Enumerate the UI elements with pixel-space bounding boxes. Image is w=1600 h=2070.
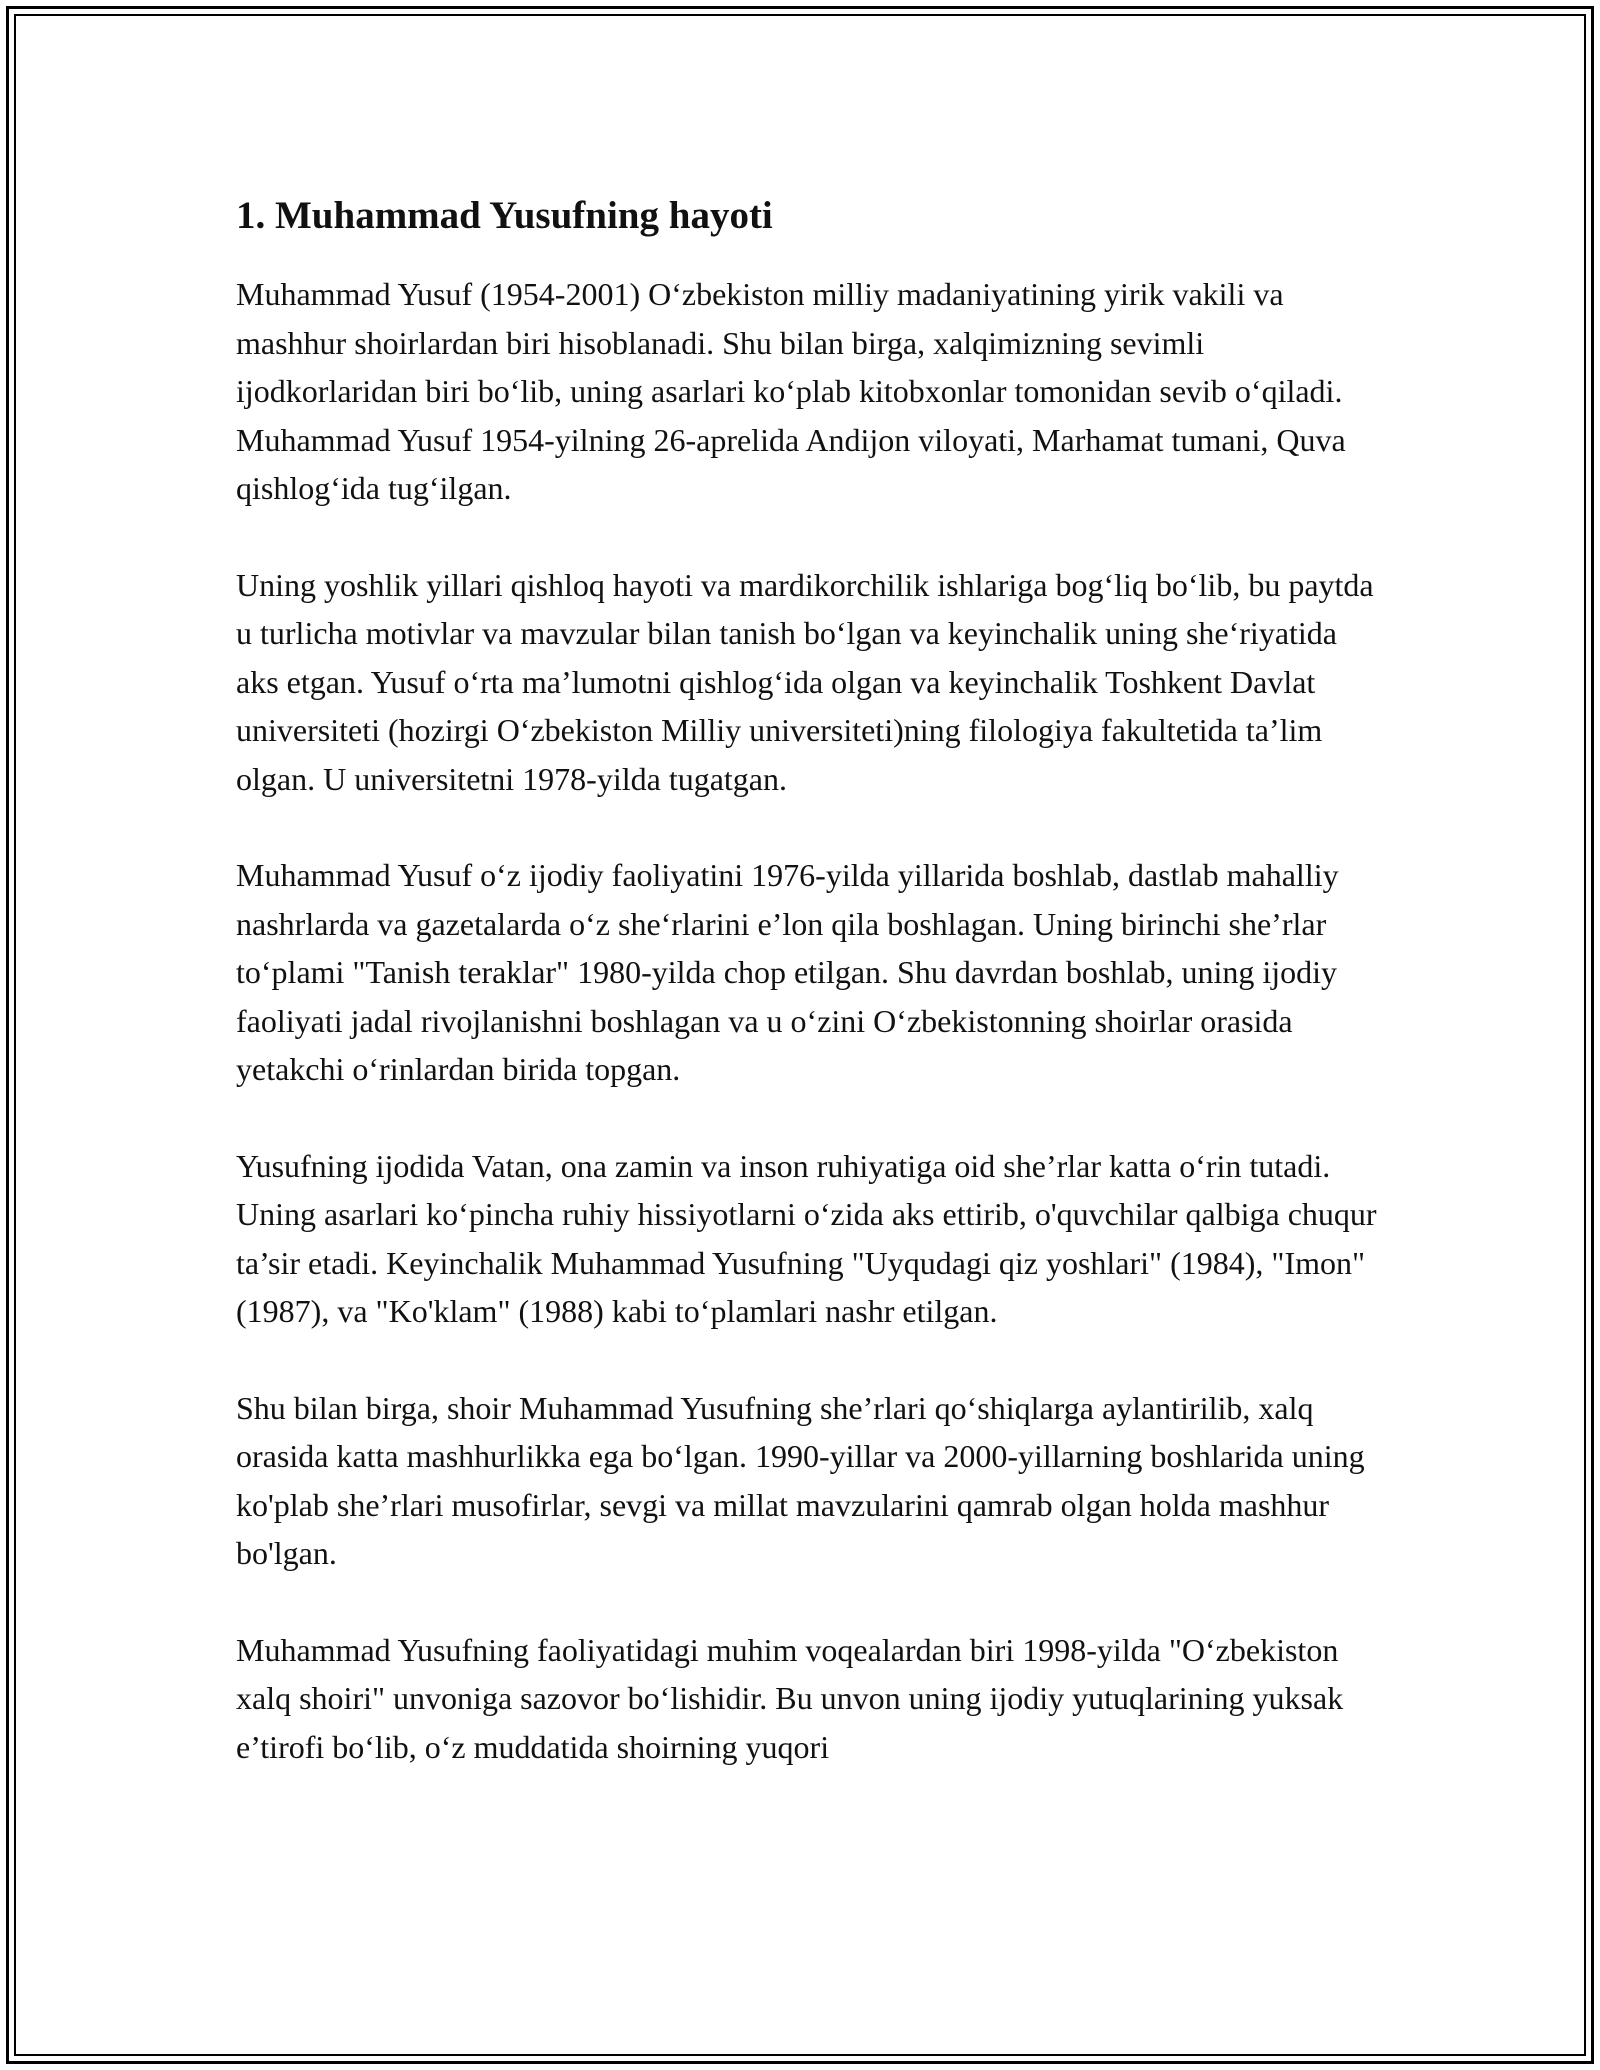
section-heading: 1. Muhammad Yusufning hayoti (236, 194, 773, 237)
paragraph-1: Muhammad Yusuf (1954-2001) O‘zbekiston milliy madaniyatining yirik vakili va mashhur shoirlardan biri hisoblanadi. Shu bilan birga, xalqimizning sevimli ijodkorlaridan biri bo‘lib, uning asarlari ko‘plab kitobxonlar tomonidan sevib o‘qiladi. Muhammad Yusuf 1954-yilning 26-aprelida Andijon viloyati, Marhamat tumani, Quva qishlog‘ida tug‘ilgan. (236, 276, 1346, 506)
paragraph-3: Muhammad Yusuf o‘z ijodiy faoliyatini 1976-yilda yillarida boshlab, dastlab mahalliy nashrlarda va gazetalarda o‘z she‘rlarini e’lon qila boshlagan. Uning birinchi she’rlar to‘plami "Tanish teraklar" 1980-yilda chop etilgan. Shu davrdan boshlab, uning ijodiy faoliyati jadal rivojlanishni boshlagan va u o‘zini O‘zbekistonning shoirlar orasida yetakchi o‘rinlardan birida topgan. (236, 857, 1339, 1087)
document-body (236, 188, 1386, 1819)
paragraph-4: Yusufning ijodida Vatan, ona zamin va inson ruhiyatiga oid she’rlar katta o‘rin tutadi. Uning asarlari ko‘pincha ruhiy hissiyotlarni o‘zida aks ettirib, o'quvchilar qalbiga chuqur ta’sir etadi. Keyinchalik Muhammad Yusufning "Uyqudagi qiz yoshlari" (1984), "Imon" (1987), va "Ko'klam" (1988) kabi to‘plamlari nashr etilgan. (236, 1147, 1377, 1329)
paragraph-2: Uning yoshlik yillari qishloq hayoti va mardikorchilik ishlariga bog‘liq bo‘lib, bu paytda u turlicha motivlar va mavzular bilan tanish bo‘lgan va keyinchalik uning she‘riyatida aks etgan. Yusuf o‘rta ma’lumotni qishlog‘ida olgan va keyinchalik Toshkent Davlat universiteti (hozirgi O‘zbekiston Milliy universiteti)ning filologiya fakultetida ta’lim olgan. U universitetni 1978-yilda tugatgan. (236, 566, 1374, 797)
paragraph-5: Shu bilan birga, shoir Muhammad Yusufning she’rlari qo‘shiqlarga aylantirilib, xalq orasida katta mashhurlikka ega bo‘lgan. 1990-yillar va 2000-yillarning boshlarida uning ko'plab she’rlari musofirlar, sevgi va millat mavzularini qamrab olgan holda mashhur bo'lgan. (236, 1389, 1365, 1571)
paragraph-6: Muhammad Yusufning faoliyatidagi muhim voqealardan biri 1998-yilda "O‘zbekiston xalq shoiri" unvoniga sazovor bo‘lishidir. Bu unvon uning ijodiy yutuqlarining yuksak e’tirofi bo‘lib, o‘z muddatida shoirning yuqori (236, 1631, 1344, 1765)
